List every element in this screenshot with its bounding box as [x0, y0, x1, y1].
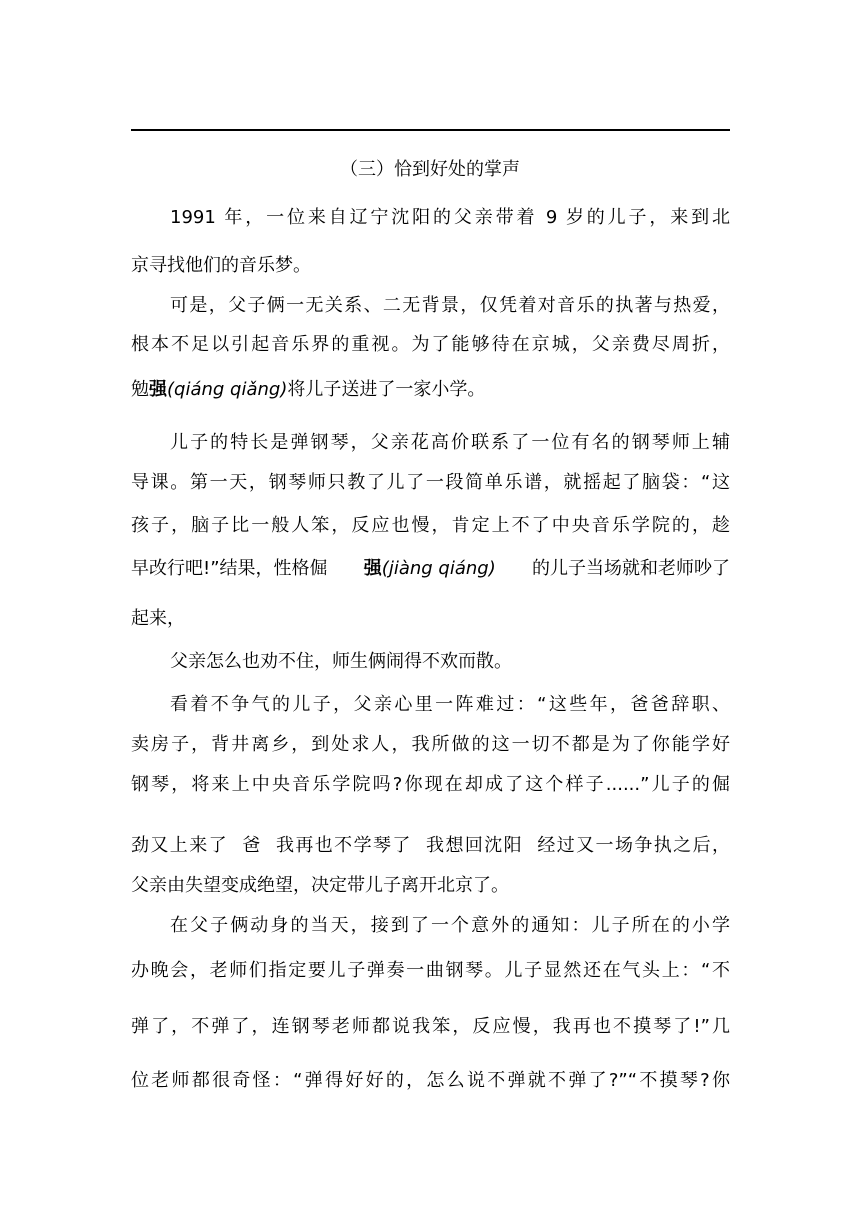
- text-segment: 早改行吧!”结果，性格倔: [131, 558, 328, 579]
- text-line: 劲又上来了 爸 我再也不学琴了 我想回沈阳 经过又一场争执之后，: [131, 835, 730, 856]
- pinyin-annotation: (jiàng qiáng): [381, 558, 496, 579]
- text-line: 孩子，脑子比一般人笨，反应也慢，肯定上不了中央音乐学院的，趁: [131, 515, 730, 536]
- text-line: 儿子的特长是弹钢琴，父亲花高价联系了一位有名的钢琴师上辅: [170, 432, 730, 453]
- text-segment: 将儿子送进了一家小学。: [287, 379, 486, 400]
- text-line: 办晚会，老师们指定要儿子弹奏一曲钢琴。儿子显然还在气头上：“不: [131, 960, 730, 981]
- text-line: 钢琴，将来上中央音乐学院吗?你现在却成了这个样子......”儿子的倔: [131, 774, 730, 795]
- annotated-char: 强: [363, 558, 382, 579]
- annotated-char: 强: [149, 379, 167, 400]
- text-line: 导课。第一天，钢琴师只教了儿了一段简单乐谱，就摇起了脑袋：“这: [131, 472, 730, 493]
- text-line: 京寻找他们的音乐梦。: [131, 255, 311, 276]
- text-segment: 的儿子当场就和老师吵了: [531, 558, 730, 579]
- pinyin-annotation: (qiáng qiǎng): [167, 379, 288, 400]
- text-segment: 勉: [131, 379, 149, 400]
- text-line: 父亲由失望变成绝望，决定带儿子离开北京了。: [131, 875, 509, 896]
- text-line: 起来，: [131, 608, 185, 629]
- text-line: 在父子俩动身的当天，接到了一个意外的通知：儿子所在的小学: [170, 915, 730, 936]
- text-line: 根本不足以引起音乐界的重视。为了能够待在京城，父亲费尽周折，: [131, 334, 730, 355]
- text-line: 卖房子，背井离乡，到处求人，我所做的这一切不都是为了你能学好: [131, 734, 730, 755]
- section-title: （三）恰到好处的掌声: [340, 159, 520, 180]
- pinyin-line: [131, 377, 730, 403]
- text-line: 看着不争气的儿子，父亲心里一阵难过：“这些年，爸爸辞职、: [170, 694, 730, 715]
- pinyin-line: [131, 556, 730, 582]
- text-line: 父亲怎么也劝不住，师生俩闹得不欢而散。: [170, 651, 512, 672]
- text-line: 1991 年，一位来自辽宁沈阳的父亲带着 9 岁的儿子，来到北: [170, 207, 730, 228]
- text-line: 弹了，不弹了，连钢琴老师都说我笨，反应慢，我再也不摸琴了!”几: [131, 1016, 730, 1037]
- text-line: 位老师都很奇怪：“弹得好好的，怎么说不弹就不弹了?”“不摸琴?你: [131, 1070, 730, 1091]
- text-line: 可是，父子俩一无关系、二无背景，仅凭着对音乐的执著与热爱，: [170, 295, 730, 316]
- header-rule: [131, 129, 730, 131]
